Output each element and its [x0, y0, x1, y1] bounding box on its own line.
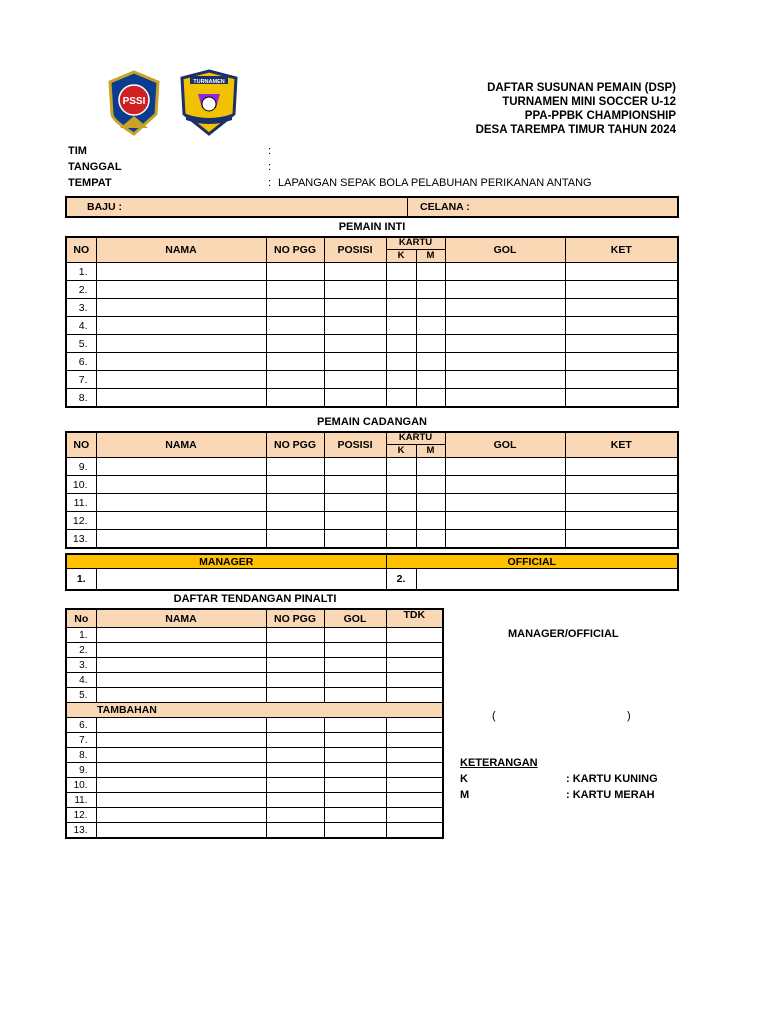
cell-gol[interactable]: [324, 778, 386, 793]
cell-m[interactable]: [416, 281, 445, 299]
row-number: 10.: [66, 778, 96, 793]
row-number: 1.: [66, 263, 96, 281]
cell-gol[interactable]: [324, 688, 386, 703]
cell-nama[interactable]: [96, 335, 266, 353]
row-number: 12.: [66, 512, 96, 530]
cell-tdk[interactable]: [386, 808, 443, 823]
staff-table: [65, 553, 679, 591]
cell-m[interactable]: [416, 494, 445, 512]
cell-nama[interactable]: [96, 733, 266, 748]
cell-nama[interactable]: [96, 353, 266, 371]
col-k: K: [386, 249, 416, 262]
cell-ket[interactable]: [565, 281, 678, 299]
tanggal-colon: :: [268, 161, 272, 173]
cell-m[interactable]: [416, 263, 445, 281]
cell-nama[interactable]: [96, 458, 266, 476]
table-row: [66, 371, 678, 389]
title-line-3: PPA-PPBK CHAMPIONSHIP: [524, 110, 676, 122]
table-row: [66, 823, 443, 839]
col-nama: NAMA: [96, 237, 266, 263]
title-line-4: DESA TAREMPA TIMUR TAHUN 2024: [475, 124, 676, 136]
cell-no-pgg[interactable]: [266, 823, 324, 839]
table-row: [66, 658, 443, 673]
cell-no-pgg[interactable]: [266, 335, 324, 353]
table-row: [66, 494, 678, 512]
cell-m[interactable]: [416, 530, 445, 549]
cell-gol[interactable]: [445, 263, 565, 281]
cell-nama[interactable]: [96, 530, 266, 549]
pinalti-table: [65, 608, 444, 839]
cell-nama[interactable]: [96, 658, 266, 673]
cell-gol[interactable]: [445, 476, 565, 494]
col-no-pgg: NO PGG: [266, 432, 324, 458]
keterangan-m-desc: : KARTU MERAH: [566, 789, 655, 801]
tim-colon: :: [268, 145, 272, 157]
tambahan-row: TAMBAHAN: [66, 703, 443, 718]
cell-k[interactable]: [386, 317, 416, 335]
cell-posisi[interactable]: [324, 335, 386, 353]
col-no-pgg: NO PGG: [266, 237, 324, 263]
row-number: 11.: [66, 494, 96, 512]
official-header: OFFICIAL: [386, 554, 678, 569]
col-posisi: POSISI: [324, 432, 386, 458]
cell-ket[interactable]: [565, 335, 678, 353]
cell-no-pgg[interactable]: [266, 299, 324, 317]
col-kartu: KARTU: [386, 237, 445, 249]
pin-col-tdk: TDK: [386, 609, 443, 628]
pin-col-no-pgg: NO PGG: [266, 609, 324, 628]
row-number: 5.: [66, 688, 96, 703]
row-number: 7.: [66, 733, 96, 748]
pin-col-nama: NAMA: [96, 609, 266, 628]
keterangan-k-desc: : KARTU KUNING: [566, 773, 658, 785]
cell-tdk[interactable]: [386, 658, 443, 673]
cell-gol[interactable]: [324, 763, 386, 778]
official-name-field[interactable]: [416, 569, 678, 591]
table-row: [66, 530, 678, 549]
cell-nama[interactable]: [96, 718, 266, 733]
table-row: [66, 353, 678, 371]
cell-gol[interactable]: [324, 733, 386, 748]
cell-nama[interactable]: [96, 389, 266, 408]
table-row: [66, 778, 443, 793]
cell-gol[interactable]: [324, 643, 386, 658]
celana-field[interactable]: CELANA :: [408, 197, 679, 217]
cell-nama[interactable]: [96, 823, 266, 839]
row-number: 3.: [66, 299, 96, 317]
cell-posisi[interactable]: [324, 494, 386, 512]
col-m: M: [416, 249, 445, 262]
tempat-colon: :: [268, 177, 272, 189]
cell-ket[interactable]: [565, 389, 678, 408]
row-number: 2.: [66, 281, 96, 299]
cell-tdk[interactable]: [386, 823, 443, 839]
cell-gol[interactable]: [445, 530, 565, 549]
cell-m[interactable]: [416, 458, 445, 476]
cell-gol[interactable]: [445, 335, 565, 353]
cell-m[interactable]: [416, 299, 445, 317]
title-line-2: TURNAMEN MINI SOCCER U-12: [502, 96, 676, 108]
cell-tdk[interactable]: [386, 673, 443, 688]
cell-k[interactable]: [386, 371, 416, 389]
cell-nama[interactable]: [96, 476, 266, 494]
cell-nama[interactable]: [96, 371, 266, 389]
cell-tdk[interactable]: [386, 733, 443, 748]
row-number: 5.: [66, 335, 96, 353]
col-m: M: [416, 444, 445, 457]
table-row: [66, 733, 443, 748]
cell-tdk[interactable]: [386, 628, 443, 643]
tim-label: TIM: [68, 145, 87, 157]
table-row: [66, 458, 678, 476]
cell-m[interactable]: [416, 476, 445, 494]
cell-no-pgg[interactable]: [266, 658, 324, 673]
table-row: [66, 763, 443, 778]
cell-no-pgg[interactable]: [266, 673, 324, 688]
cell-nama[interactable]: [96, 628, 266, 643]
keterangan-title: KETERANGAN: [460, 757, 538, 769]
cell-posisi[interactable]: [324, 371, 386, 389]
cell-no-pgg[interactable]: [266, 718, 324, 733]
row-number: 13.: [66, 823, 96, 839]
cell-ket[interactable]: [565, 530, 678, 549]
cell-no-pgg[interactable]: [266, 688, 324, 703]
cell-nama[interactable]: [96, 317, 266, 335]
cell-k[interactable]: [386, 281, 416, 299]
cell-gol[interactable]: [324, 673, 386, 688]
row-number: 4.: [66, 673, 96, 688]
cell-no-pgg[interactable]: [266, 628, 324, 643]
cell-no-pgg[interactable]: [266, 733, 324, 748]
cell-gol[interactable]: [445, 281, 565, 299]
cell-ket[interactable]: [565, 299, 678, 317]
signature-close: ): [627, 710, 631, 722]
cell-k[interactable]: [386, 299, 416, 317]
cell-tdk[interactable]: [386, 778, 443, 793]
cell-no-pgg[interactable]: [266, 512, 324, 530]
cell-posisi[interactable]: [324, 530, 386, 549]
cell-k[interactable]: [386, 512, 416, 530]
tournament-logo: [178, 68, 240, 136]
row-number: 9.: [66, 458, 96, 476]
table-row: [66, 317, 678, 335]
row-number: 3.: [66, 658, 96, 673]
cell-nama[interactable]: [96, 793, 266, 808]
row-number: 6.: [66, 718, 96, 733]
row-number: 11.: [66, 793, 96, 808]
cell-gol[interactable]: [324, 748, 386, 763]
tanggal-label: TANGGAL: [68, 161, 122, 173]
cell-k[interactable]: [386, 353, 416, 371]
tempat-label: TEMPAT: [68, 177, 112, 189]
col-nama: NAMA: [96, 432, 266, 458]
cell-no-pgg[interactable]: [266, 281, 324, 299]
cell-gol[interactable]: [445, 353, 565, 371]
cell-gol[interactable]: [445, 389, 565, 408]
cell-nama[interactable]: [96, 748, 266, 763]
pssi-logo: [106, 70, 162, 136]
svg-text:PSSI: PSSI: [122, 96, 146, 107]
baju-field[interactable]: BAJU :: [66, 197, 408, 217]
manager-no: 1.: [66, 569, 96, 591]
cell-no-pgg[interactable]: [266, 458, 324, 476]
col-ket: KET: [565, 432, 678, 458]
cell-gol[interactable]: [324, 808, 386, 823]
row-number: 8.: [66, 389, 96, 408]
cell-nama[interactable]: [96, 494, 266, 512]
cell-m[interactable]: [416, 353, 445, 371]
keterangan-k-code: K: [460, 773, 468, 785]
kit-table: [65, 196, 679, 218]
pinalti-title: DAFTAR TENDANGAN PINALTI: [173, 593, 337, 605]
cell-k[interactable]: [386, 389, 416, 408]
title-line-1: DAFTAR SUSUNAN PEMAIN (DSP): [487, 82, 676, 94]
table-row: [66, 673, 443, 688]
cell-no-pgg[interactable]: [266, 263, 324, 281]
cell-posisi[interactable]: [324, 281, 386, 299]
cell-posisi[interactable]: [324, 317, 386, 335]
cell-nama[interactable]: [96, 643, 266, 658]
cell-tdk[interactable]: [386, 793, 443, 808]
cell-posisi[interactable]: [324, 458, 386, 476]
cell-nama[interactable]: [96, 808, 266, 823]
cell-ket[interactable]: [565, 476, 678, 494]
manager-header: MANAGER: [66, 554, 386, 569]
cell-k[interactable]: [386, 458, 416, 476]
cell-no-pgg[interactable]: [266, 317, 324, 335]
cell-k[interactable]: [386, 476, 416, 494]
cell-tdk[interactable]: [386, 763, 443, 778]
cell-gol[interactable]: [445, 317, 565, 335]
keterangan-m-code: M: [460, 789, 470, 801]
cell-no-pgg[interactable]: [266, 530, 324, 549]
cell-no-pgg[interactable]: [266, 793, 324, 808]
cell-nama[interactable]: [96, 281, 266, 299]
row-number: 6.: [66, 353, 96, 371]
col-k: K: [386, 444, 416, 457]
table-row: [66, 793, 443, 808]
cell-no-pgg[interactable]: [266, 808, 324, 823]
cell-posisi[interactable]: [324, 476, 386, 494]
table-row: [66, 643, 443, 658]
cell-tdk[interactable]: [386, 688, 443, 703]
pemain-cadangan-title: PEMAIN CADANGAN: [317, 416, 427, 428]
svg-text:TURNAMEN: TURNAMEN: [193, 79, 225, 85]
cell-m[interactable]: [416, 317, 445, 335]
row-number: 2.: [66, 643, 96, 658]
cell-nama[interactable]: [96, 673, 266, 688]
cell-no-pgg[interactable]: [266, 389, 324, 408]
cell-tdk[interactable]: [386, 718, 443, 733]
cell-gol[interactable]: [445, 458, 565, 476]
cell-nama[interactable]: [96, 763, 266, 778]
table-row: [66, 476, 678, 494]
pemain-inti-title: PEMAIN INTI: [338, 221, 406, 233]
cell-m[interactable]: [416, 389, 445, 408]
col-posisi: POSISI: [324, 237, 386, 263]
cell-posisi[interactable]: [324, 353, 386, 371]
cell-ket[interactable]: [565, 317, 678, 335]
cell-ket[interactable]: [565, 371, 678, 389]
cell-gol[interactable]: [445, 512, 565, 530]
cell-no-pgg[interactable]: [266, 748, 324, 763]
cell-nama[interactable]: [96, 512, 266, 530]
cell-ket[interactable]: [565, 494, 678, 512]
cell-no-pgg[interactable]: [266, 763, 324, 778]
row-number: 7.: [66, 371, 96, 389]
col-gol: GOL: [445, 432, 565, 458]
table-row: [66, 808, 443, 823]
cell-ket[interactable]: [565, 353, 678, 371]
col-no: NO: [66, 237, 96, 263]
cell-nama[interactable]: [96, 778, 266, 793]
cell-m[interactable]: [416, 371, 445, 389]
cell-posisi[interactable]: [324, 263, 386, 281]
cell-ket[interactable]: [565, 263, 678, 281]
table-row: [66, 299, 678, 317]
cell-m[interactable]: [416, 335, 445, 353]
cell-gol[interactable]: [324, 628, 386, 643]
cell-ket[interactable]: [565, 512, 678, 530]
table-row: [66, 512, 678, 530]
cell-posisi[interactable]: [324, 512, 386, 530]
cell-no-pgg[interactable]: [266, 476, 324, 494]
cell-gol[interactable]: [445, 371, 565, 389]
official-no: 2.: [386, 569, 416, 591]
cell-k[interactable]: [386, 530, 416, 549]
pemain-cadangan-table: [65, 431, 679, 549]
cell-ket[interactable]: [565, 458, 678, 476]
cell-k[interactable]: [386, 335, 416, 353]
cell-no-pgg[interactable]: [266, 494, 324, 512]
signature-label: MANAGER/OFFICIAL: [508, 628, 619, 640]
col-kartu: KARTU: [386, 432, 445, 444]
cell-m[interactable]: [416, 512, 445, 530]
pin-col-no: No: [66, 609, 96, 628]
table-row: [66, 688, 443, 703]
cell-tdk[interactable]: [386, 748, 443, 763]
col-gol: GOL: [445, 237, 565, 263]
row-number: 8.: [66, 748, 96, 763]
table-row: [66, 389, 678, 408]
col-no: NO: [66, 432, 96, 458]
cell-posisi[interactable]: [324, 299, 386, 317]
cell-gol[interactable]: [445, 494, 565, 512]
cell-nama[interactable]: [96, 688, 266, 703]
table-row: [66, 718, 443, 733]
row-number: 1.: [66, 628, 96, 643]
table-row: [66, 628, 443, 643]
row-number: 10.: [66, 476, 96, 494]
cell-nama[interactable]: [96, 299, 266, 317]
cell-gol[interactable]: [445, 299, 565, 317]
col-ket: KET: [565, 237, 678, 263]
cell-k[interactable]: [386, 494, 416, 512]
row-number: 9.: [66, 763, 96, 778]
cell-gol[interactable]: [324, 823, 386, 839]
cell-nama[interactable]: [96, 263, 266, 281]
cell-gol[interactable]: [324, 658, 386, 673]
row-number: 12.: [66, 808, 96, 823]
cell-no-pgg[interactable]: [266, 643, 324, 658]
cell-no-pgg[interactable]: [266, 778, 324, 793]
row-number: 13.: [66, 530, 96, 549]
manager-name-field[interactable]: [96, 569, 386, 591]
signature-open: (: [492, 710, 496, 722]
cell-posisi[interactable]: [324, 389, 386, 408]
table-row: [66, 335, 678, 353]
cell-gol[interactable]: [324, 718, 386, 733]
pemain-inti-table: [65, 236, 679, 408]
cell-tdk[interactable]: [386, 643, 443, 658]
cell-k[interactable]: [386, 263, 416, 281]
cell-gol[interactable]: [324, 793, 386, 808]
table-row: [66, 748, 443, 763]
table-row: [66, 281, 678, 299]
tempat-value: LAPANGAN SEPAK BOLA PELABUHAN PERIKANAN ANTANG: [278, 177, 592, 189]
row-number: 4.: [66, 317, 96, 335]
cell-no-pgg[interactable]: [266, 353, 324, 371]
table-row: [66, 263, 678, 281]
cell-no-pgg[interactable]: [266, 371, 324, 389]
pin-col-gol: GOL: [324, 609, 386, 628]
